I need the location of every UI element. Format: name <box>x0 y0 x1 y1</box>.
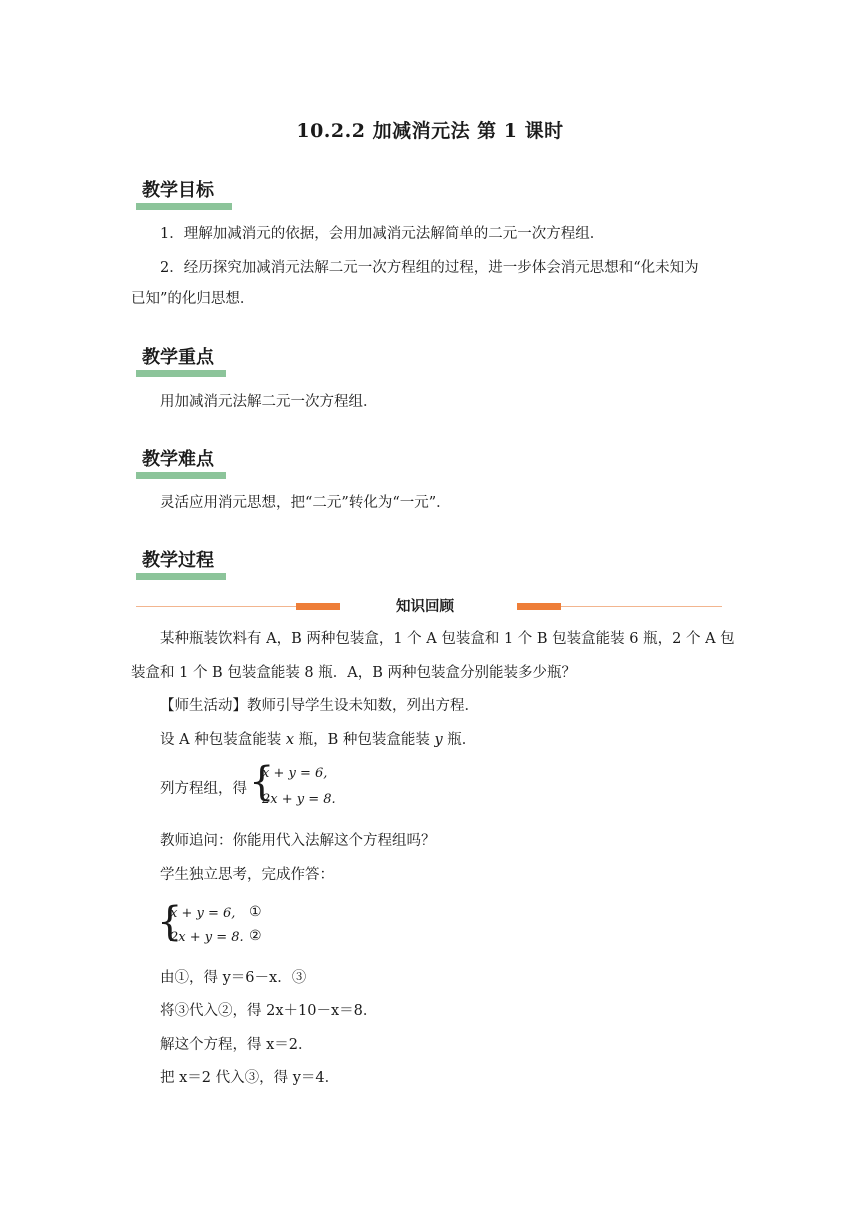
knowledge-review-divider <box>136 600 722 614</box>
setup-middle: 瓶，B 种包装盒能装 <box>294 732 435 748</box>
section-label: 教学难点 <box>142 449 214 470</box>
step-2: 将③代入②，得 2x＋10－x＝8． <box>160 1003 378 1019</box>
list-system-prefix: 列方程组，得 <box>160 781 247 797</box>
objective-item-1: 1．理解加减消元的依据，会用加减消元法解简单的二元一次方程组． <box>160 226 605 242</box>
objective-item-2-line-1: 2．经历探究加减消元法解二元一次方程组的过程，进一步体会消元思想和“化未知为 <box>160 260 699 276</box>
step-1: 由①，得 y＝6－x．③ <box>160 970 307 986</box>
section-label: 教学过程 <box>142 550 214 571</box>
section-heading-difficulties <box>136 445 226 479</box>
section-heading-keypoints <box>136 343 226 377</box>
section-heading-process <box>136 546 226 580</box>
difficulties-text: 灵活应用消元思想，把“二元”转化为“一元”． <box>160 495 451 511</box>
activity-text: 【师生活动】教师引导学生设未知数，列出方程． <box>160 698 479 714</box>
system2-equation-1: x + y = 6, <box>170 906 236 921</box>
setup-suffix: 瓶． <box>442 732 477 748</box>
step-4: 把 x＝2 代入③，得 y＝4． <box>160 1070 340 1086</box>
teacher-question: 教师追问：你能用代入法解这个方程组吗？ <box>160 833 436 849</box>
step-3: 解这个方程，得 x＝2． <box>160 1037 313 1053</box>
system-brace: { <box>249 759 275 805</box>
divider-accent-left <box>296 603 340 610</box>
problem-line-2: 装盒和 1 个 B 包装盒能装 8 瓶．A，B 两种包装盒分别能装多少瓶？ <box>131 665 576 681</box>
section-label: 教学重点 <box>142 347 214 368</box>
problem-line-1: 某种瓶装饮料有 A，B 两种包装盒，1 个 A 包装盒和 1 个 B 包装盒能装 6 瓶，2 个 A 包 <box>160 631 735 647</box>
setup-text <box>131 725 737 756</box>
keypoints-text: 用加减消元法解二元一次方程组． <box>160 394 378 410</box>
equation-mark-2: ② <box>249 928 262 944</box>
var-y: y <box>434 732 443 748</box>
section-heading-objectives <box>136 176 232 210</box>
divider-line-right <box>561 606 722 607</box>
divider-accent-right <box>517 603 561 610</box>
setup-prefix: 设 A 种包装盒能装 <box>160 732 286 748</box>
system-equation-2: 2x + y = 8. <box>262 792 336 807</box>
equation-mark-1: ① <box>249 904 262 920</box>
objective-item-2-line-2: 已知”的化归思想． <box>131 291 255 307</box>
system2-brace: { <box>157 899 183 945</box>
page-title: 10.2.2 加减消元法 第 1 课时 <box>296 120 564 142</box>
student-work: 学生独立思考，完成作答： <box>160 867 334 883</box>
var-x: x <box>285 732 294 748</box>
knowledge-review-label: 知识回顾 <box>396 599 454 615</box>
divider-line-left <box>136 606 296 607</box>
system-equation-1: x + y = 6, <box>262 766 328 781</box>
system2-equation-2: 2x + y = 8. <box>170 930 244 945</box>
section-label: 教学目标 <box>142 180 214 201</box>
